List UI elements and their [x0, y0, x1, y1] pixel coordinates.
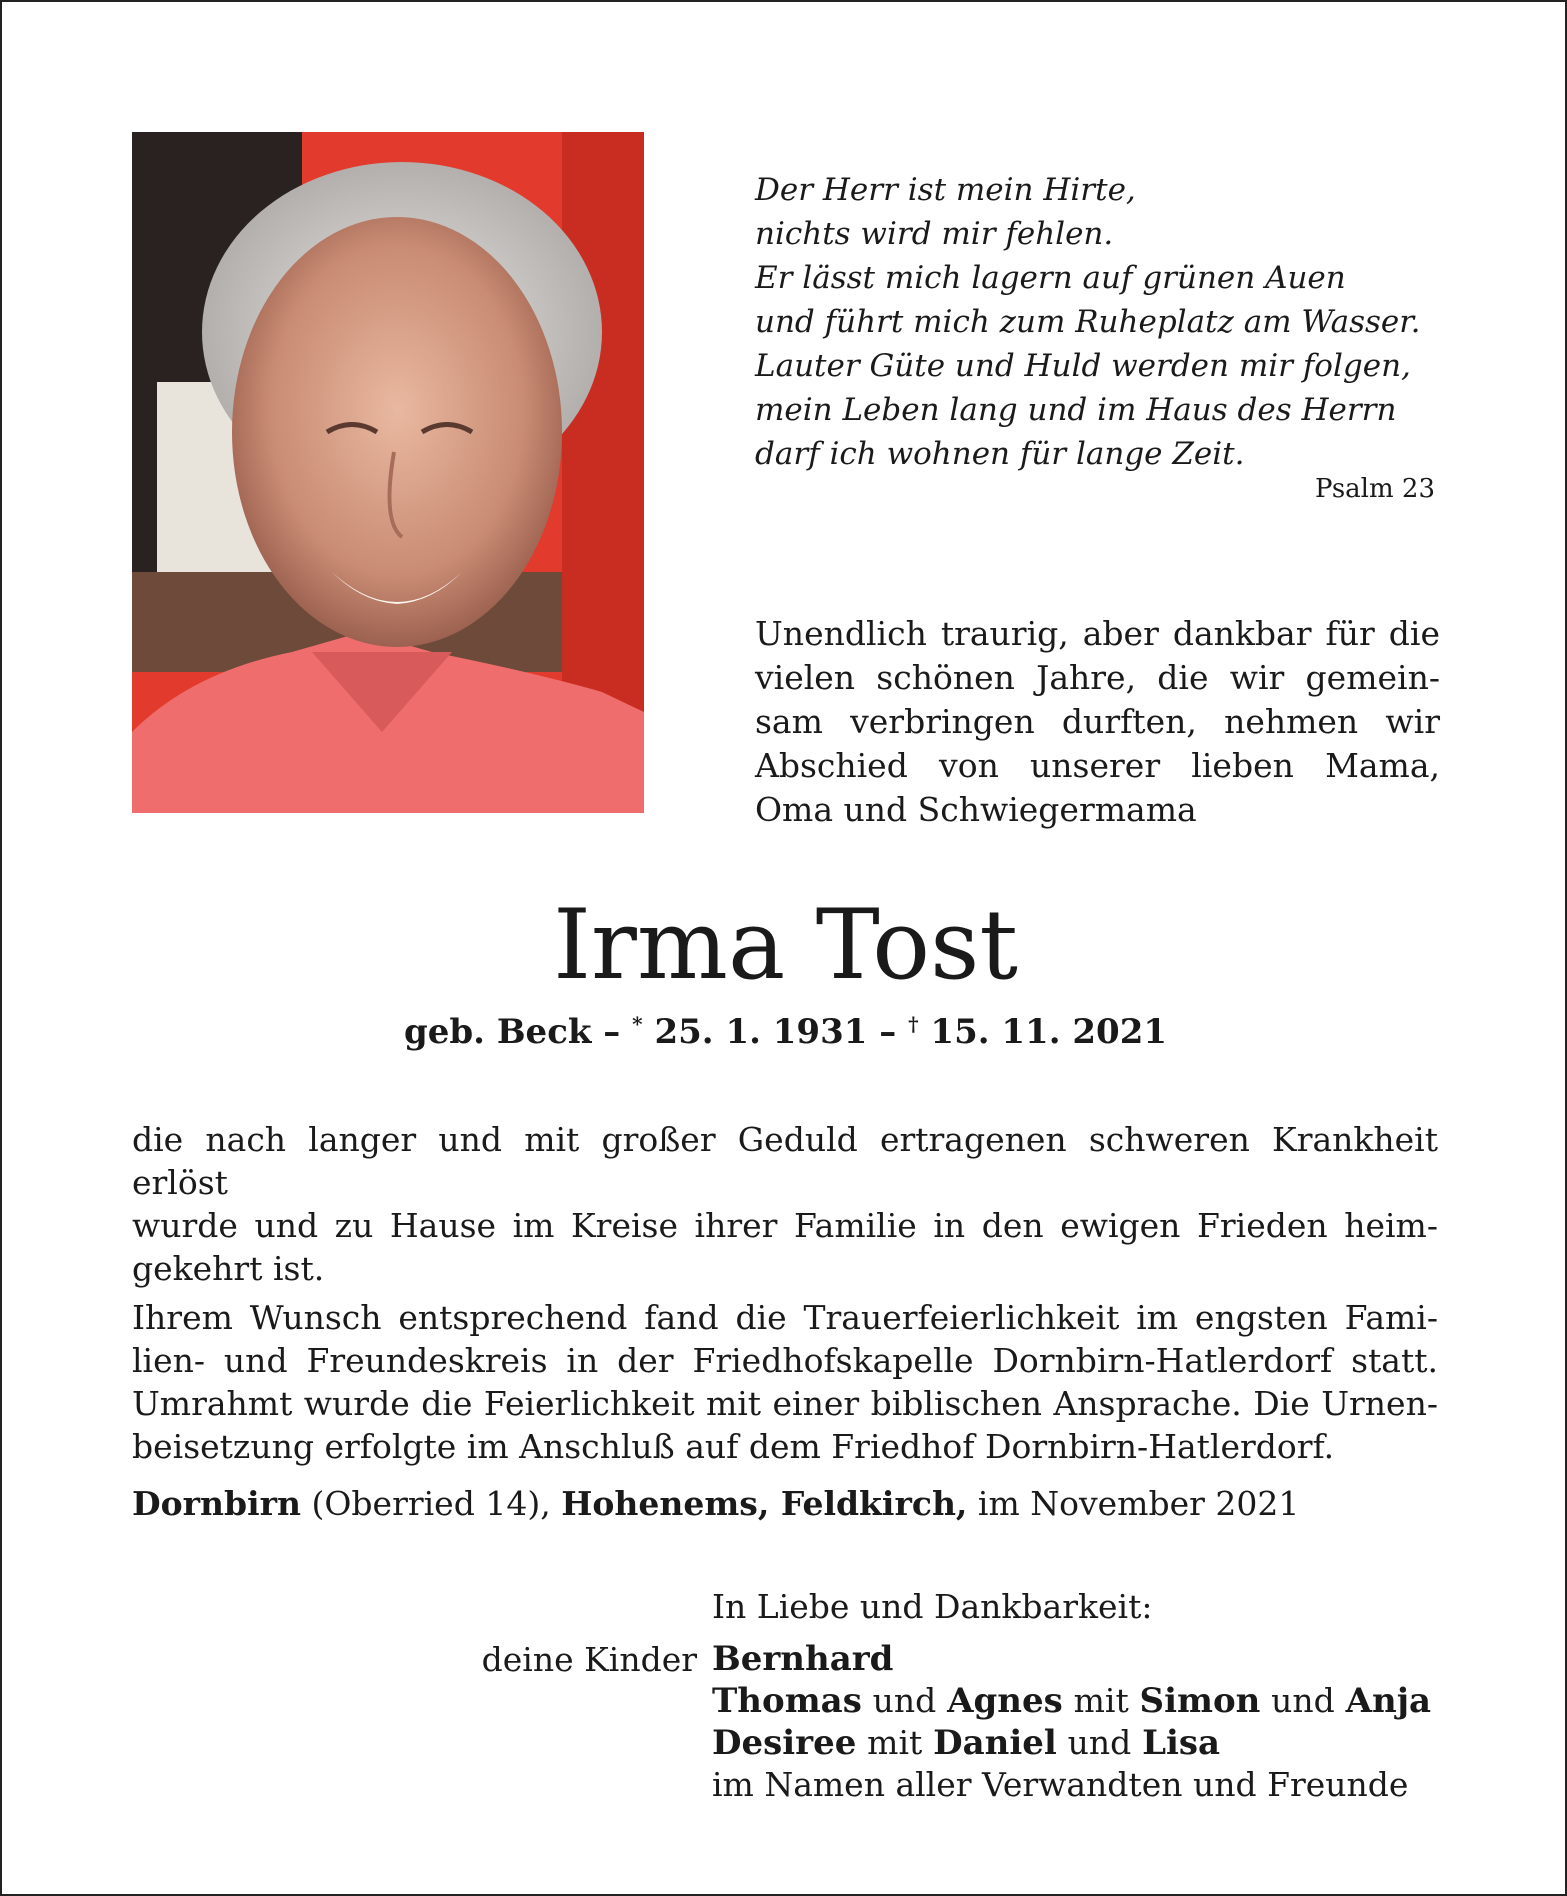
city-dornbirn: Dornbirn	[132, 1484, 301, 1523]
signer-row	[712, 1638, 1431, 1680]
body-line: gekehrt ist.	[132, 1249, 325, 1288]
psalm-line: Lauter Güte und Huld werden mir folgen,	[755, 348, 1411, 384]
separator: –	[879, 1012, 897, 1052]
portrait-photo	[132, 132, 644, 813]
body-line: lien- und Freundeskreis in der Friedhofskapelle Dornbirn-Hatlerdorf statt.	[132, 1341, 1438, 1380]
signer-row	[712, 1722, 1431, 1764]
signer-name: Bernhard	[712, 1639, 894, 1679]
connector: und	[1067, 1723, 1132, 1762]
closing-line: im Namen aller Verwandten und Freunde	[712, 1765, 1409, 1804]
psalm-line: darf ich wohnen für lange Zeit.	[755, 436, 1245, 472]
signer-name: Desiree	[712, 1723, 857, 1763]
birth-date: 25. 1. 1931	[654, 1012, 868, 1052]
signer-row	[712, 1680, 1431, 1722]
intro-line: Unendlich traurig, aber dankbar für die	[755, 614, 1440, 653]
connector: mit	[867, 1723, 923, 1762]
deceased-name: Irma Tost	[553, 889, 1018, 1001]
psalm-line: und führt mich zum Ruheplatz am Wasser.	[755, 304, 1421, 340]
intro-text	[755, 612, 1440, 832]
connector: und	[1271, 1681, 1335, 1720]
birth-name: geb. Beck	[403, 1012, 592, 1052]
connector: und	[872, 1681, 937, 1720]
body-line: beisetzung erfolgte im Anschluß auf dem Friedhof Dornbirn-Hatlerdorf.	[132, 1427, 1335, 1466]
place-and-date	[132, 1482, 1438, 1526]
psalm-quote	[755, 168, 1455, 476]
death-symbol: †	[908, 1012, 919, 1036]
portrait-image	[132, 132, 644, 813]
signer-name: Lisa	[1142, 1723, 1221, 1763]
signer-name: Anja	[1345, 1681, 1432, 1721]
death-date: 15. 11. 2021	[930, 1012, 1168, 1052]
psalm-line: Der Herr ist mein Hirte,	[755, 172, 1136, 208]
body-line: Ihrem Wunsch entsprechend fand die Trauerfeierlichkeit im engsten Fami-	[132, 1298, 1438, 1337]
intro-line: vielen schönen Jahre, die wir gemein-	[755, 658, 1440, 697]
kids-label: deine Kinder	[481, 1640, 697, 1679]
obituary-body	[132, 1118, 1438, 1468]
address: (Oberried 14),	[311, 1484, 551, 1523]
separator: –	[603, 1012, 621, 1052]
intro-line: sam verbringen durften, nehmen wir	[755, 702, 1440, 741]
life-dates	[2, 1012, 1567, 1052]
birth-symbol: *	[632, 1012, 643, 1036]
date-text: im November 2021	[977, 1484, 1300, 1523]
signer-name: Daniel	[933, 1723, 1057, 1763]
signer-name: Agnes	[947, 1681, 1063, 1721]
psalm-line: nichts wird mir fehlen.	[755, 216, 1114, 252]
intro-line: Abschied von unserer lieben Mama,	[755, 746, 1440, 785]
psalm-line: Er lässt mich lagern auf grünen Auen	[755, 260, 1346, 296]
body-line: die nach langer und mit großer Geduld ertragenen schweren Krankheit erlöst	[132, 1120, 1438, 1202]
psalm-line: mein Leben lang und im Haus des Herrn	[755, 392, 1397, 428]
signers-list	[712, 1638, 1431, 1806]
intro-line: Oma und Schwiegermama	[755, 790, 1197, 829]
psalm-reference: Psalm 23	[1315, 474, 1435, 504]
body-line: wurde und zu Hause im Kreise ihrer Familie in den ewigen Frieden heim-	[132, 1206, 1438, 1245]
other-cities: Hohenems, Feldkirch,	[561, 1484, 968, 1523]
signature-title: In Liebe und Dankbarkeit:	[712, 1587, 1153, 1626]
connector: mit	[1073, 1681, 1129, 1720]
signer-name: Thomas	[712, 1681, 862, 1721]
signer-name: Simon	[1139, 1681, 1261, 1721]
body-line: Umrahmt wurde die Feierlichkeit mit einer biblischen Ansprache. Die Urnen-	[132, 1384, 1438, 1423]
